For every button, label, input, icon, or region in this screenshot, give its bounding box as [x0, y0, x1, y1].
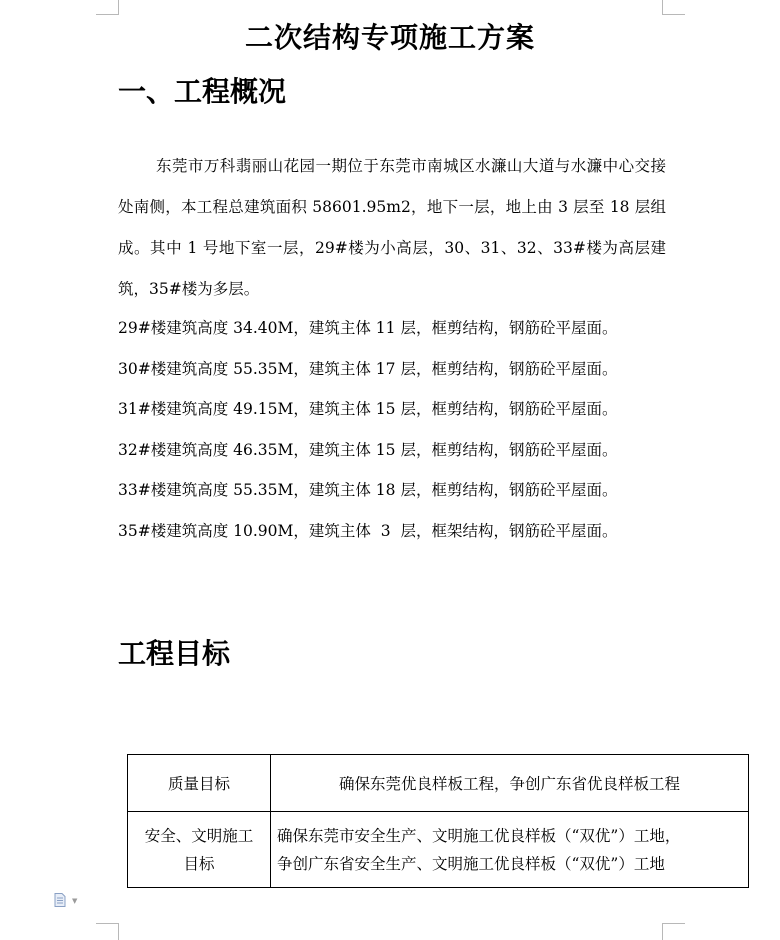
building-line: 29#楼建筑高度 34.40M，建筑主体 11 层，框剪结构，钢筋砼平屋面。	[118, 319, 618, 337]
content-line: 争创广东省安全生产、文明施工优良样板（“双优”）工地	[277, 854, 665, 873]
label-line: 安全、文明施工	[144, 826, 254, 845]
building-list	[118, 308, 678, 551]
document-icon[interactable]	[54, 893, 66, 907]
goals-table	[127, 754, 749, 888]
crop-mark-top-left	[96, 0, 119, 15]
crop-mark-top-right	[662, 0, 685, 15]
table-row	[128, 755, 749, 812]
building-line: 35#楼建筑高度 10.90M，建筑主体 3 层，框架结构，钢筋砼平屋面。	[118, 521, 618, 540]
table-cell-label: 质量目标	[128, 755, 271, 812]
building-line: 32#楼建筑高度 46.35M，建筑主体 15 层，框剪结构，钢筋砼平屋面。	[118, 440, 618, 459]
overview-paragraph: 东莞市万科翡丽山花园一期位于东莞市南城区水濂山大道与水濂中心交接处南侧，本工程总建筑面积 58601.95m2，地下一层，地上由 3 层至 18 层组成。其中 1 号地下室一层，29#楼为小高层，30、31、32、33#楼为高层建筑，35#楼为多层。	[118, 157, 666, 298]
crop-mark-bottom-right	[662, 923, 685, 940]
label-line: 目标	[183, 854, 215, 873]
section-heading-overview: 一、工程概况	[118, 75, 287, 108]
triangle-down-icon[interactable]: ▼	[72, 897, 78, 905]
section-heading-goals: 工程目标	[118, 637, 231, 670]
table-cell-label	[128, 812, 271, 888]
table-cell-content: 确保东莞优良样板工程，争创广东省优良样板工程	[271, 755, 749, 812]
building-line: 30#楼建筑高度 55.35M，建筑主体 17 层，框剪结构，钢筋砼平屋面。	[118, 359, 618, 378]
table-cell-content	[271, 812, 749, 888]
document-title: 二次结构专项施工方案	[244, 21, 535, 54]
table-row	[128, 812, 749, 888]
building-line: 33#楼建筑高度 55.35M，建筑主体 18 层，框剪结构，钢筋砼平屋面。	[118, 481, 618, 499]
content-line: 确保东莞市安全生产、文明施工优良样板（“双优”）工地，	[277, 826, 681, 845]
crop-mark-bottom-left	[96, 923, 119, 940]
building-line: 31#楼建筑高度 49.15M，建筑主体 15 层，框剪结构，钢筋砼平屋面。	[118, 400, 618, 418]
